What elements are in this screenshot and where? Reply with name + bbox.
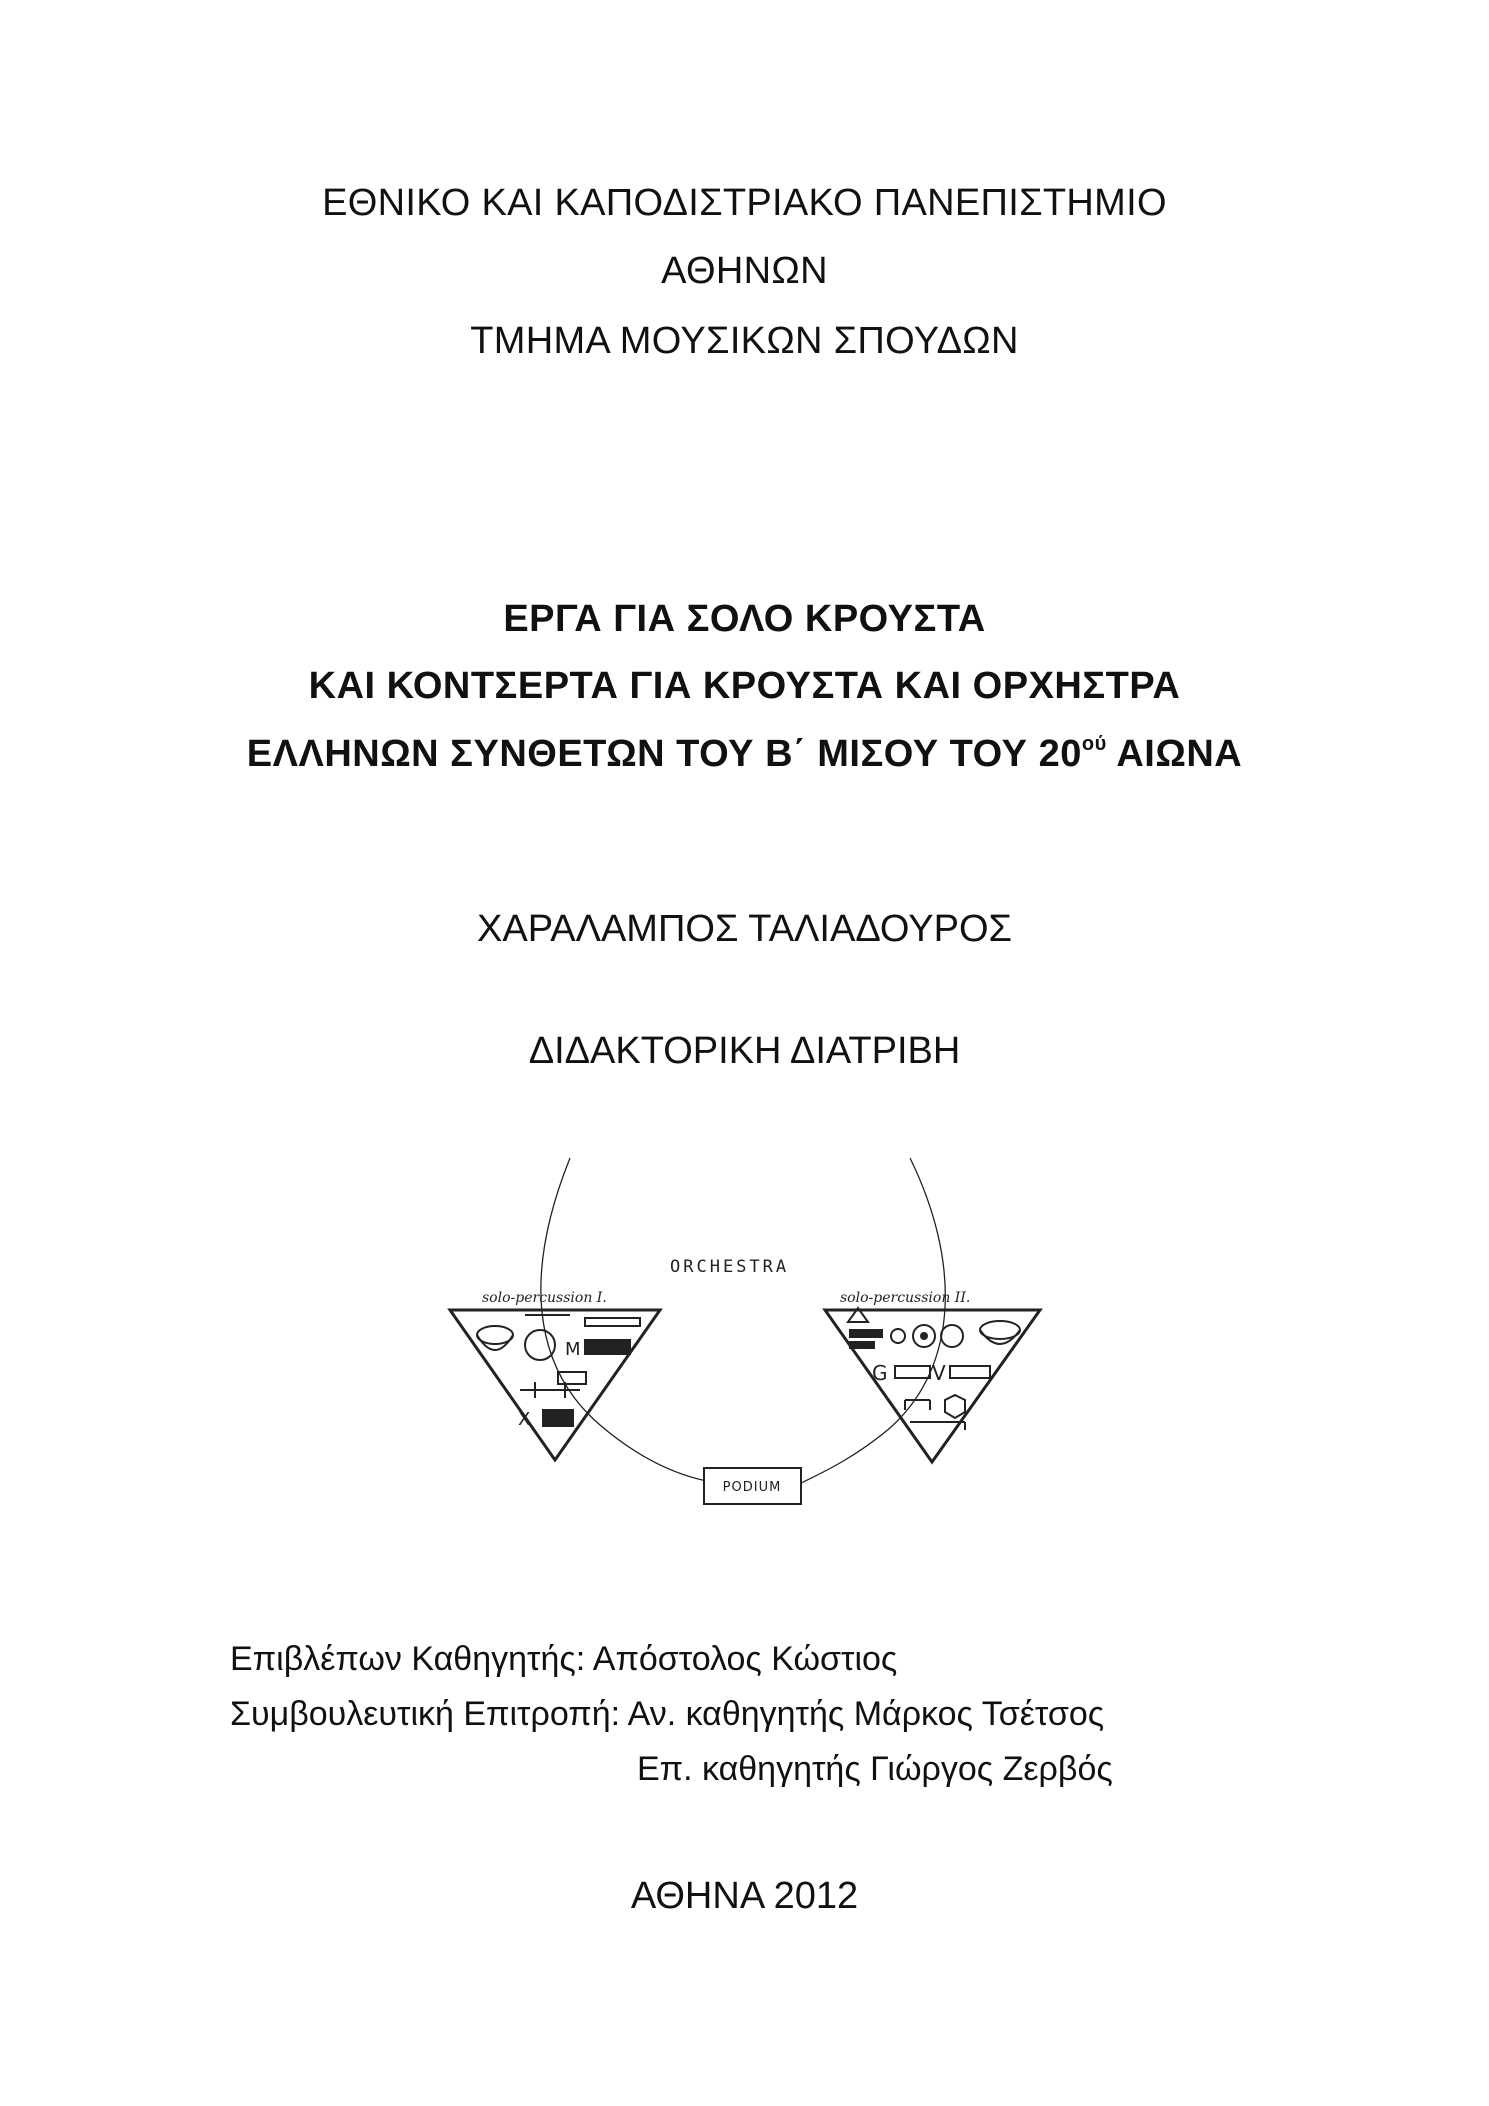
orchestra-arc-right [800, 1158, 946, 1485]
solo-percussion-2-instruments [848, 1308, 1020, 1430]
stage-layout-diagram [440, 1150, 1060, 1505]
svg-text:V: V [932, 1361, 946, 1385]
thesis-title-line1: ΕΡΓΑ ΓΙΑ ΣΟΛΟ ΚΡΟΥΣΤΑ [503, 598, 986, 640]
department-name: ΤΜΗΜΑ ΜΟΥΣΙΚΩΝ ΣΠΟΥΔΩΝ [470, 320, 1019, 362]
advisory-committee-line1: Συμβουλευτική Επιτροπή: Αν. καθηγητής Μάρκος Τσέτσος [230, 1695, 1105, 1733]
solo-percussion-1-triangle [450, 1310, 660, 1460]
thesis-title-line3 [0, 733, 1489, 776]
author-name: ΧΑΡΑΛΑΜΠΟΣ ΤΑΛΙΑΔΟΥΡΟΣ [477, 908, 1012, 950]
solo-percussion-2-label: solo-percussion II. [840, 1290, 971, 1306]
orchestra-label: ORCHESTRA [670, 1257, 790, 1277]
svg-text:M: M [565, 1339, 581, 1360]
university-name-line2: ΑΘΗΝΩΝ [661, 250, 828, 292]
svg-text:X: X [518, 1409, 531, 1430]
thesis-title-line2: ΚΑΙ ΚΟΝΤΣΕΡΤΑ ΓΙΑ ΚΡΟΥΣΤΑ ΚΑΙ ΟΡΧΗΣΤΡΑ [308, 665, 1181, 707]
title-line3-end: ΑΙΩΝΑ [1106, 733, 1243, 775]
place-and-year: ΑΘΗΝΑ 2012 [630, 1875, 859, 1917]
supervisor-line: Επιβλέπων Καθηγητής: Απόστολος Κώστιος [230, 1640, 898, 1678]
university-name-line1: ΕΘΝΙΚΟ ΚΑΙ ΚΑΠΟΔΙΣΤΡΙΑΚΟ ΠΑΝΕΠΙΣΤΗΜΙΟ [322, 182, 1167, 224]
document-type: ΔΙΔΑΚΤΟΡΙΚΗ ΔΙΑΤΡΙΒΗ [528, 1030, 961, 1072]
podium-label: PODIUM [722, 1480, 782, 1495]
title-line3-superscript: ού [1081, 733, 1107, 755]
title-line3-main: ΕΛΛΗΝΩΝ ΣΥΝΘΕΤΩΝ ΤΟΥ Β΄ ΜΙΣΟΥ ΤΟΥ 20 [246, 733, 1082, 775]
advisory-committee-line2: Επ. καθηγητής Γιώργος Ζερβός [637, 1750, 1113, 1788]
solo-percussion-1-label: solo-percussion I. [482, 1290, 607, 1306]
svg-text:G: G [872, 1361, 888, 1385]
